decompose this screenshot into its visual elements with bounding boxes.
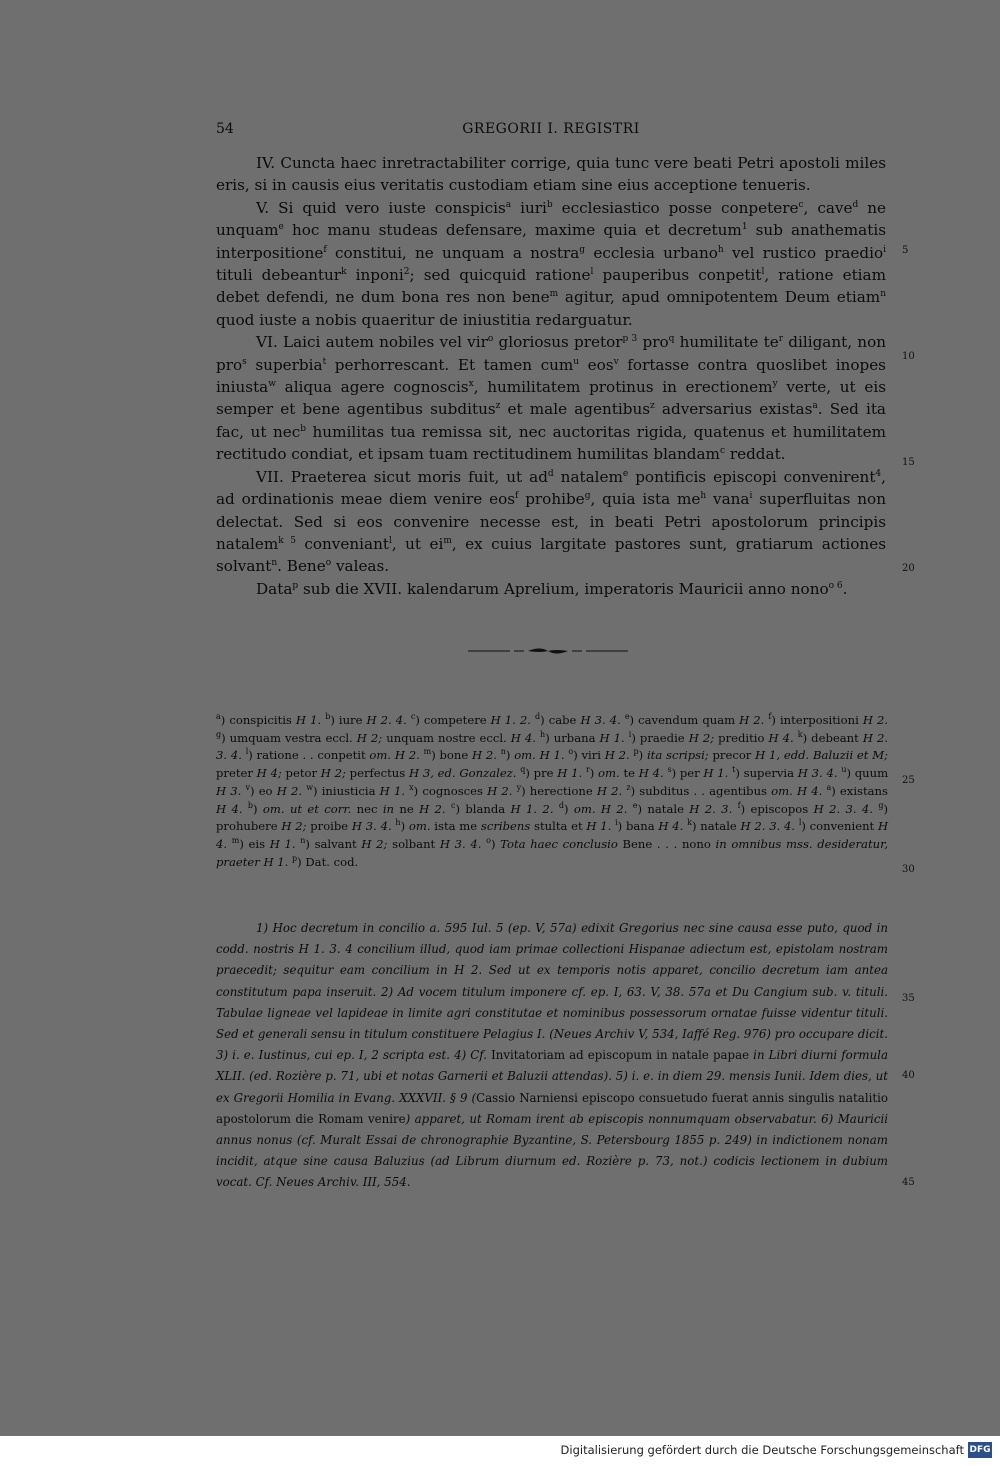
dfg-logo: DFG xyxy=(968,1442,992,1458)
text-run: constitui, ne unquam a nostra xyxy=(326,243,580,262)
siglum-marker: w xyxy=(268,379,276,389)
manuscript-siglum: H 1. xyxy=(703,766,729,781)
manuscript-siglum: H 2. 3. 4. xyxy=(813,801,873,816)
text-run: ) convenient xyxy=(801,819,878,834)
text-run: ) xyxy=(563,801,574,816)
text-run: ) umquam vestra eccl. xyxy=(221,730,357,745)
text-run: ) debeant xyxy=(802,730,863,745)
text-run: verte, ut eis semper et bene agentibus subditus xyxy=(216,378,886,419)
text-run: V. Si quid vero iuste conspicis xyxy=(256,198,506,217)
text-run: sub die XVII. kalendarum Aprelium, imperatoris Mauricii anno nono xyxy=(298,579,829,598)
paragraph xyxy=(216,466,886,578)
siglum-marker: h xyxy=(540,729,546,739)
text-run: , ad ordinationis meae diem venire eos xyxy=(216,467,886,509)
manuscript-siglum: H 2. xyxy=(419,801,446,816)
text-run: stulta et xyxy=(530,819,587,834)
text-run: , humilitatem protinus in erectionem xyxy=(473,378,773,397)
siglum-marker: o xyxy=(486,836,491,846)
siglum-marker: q xyxy=(668,334,675,345)
siglum-marker: p xyxy=(633,747,639,757)
siglum-marker: k xyxy=(687,818,692,828)
siglum-marker: m xyxy=(549,289,559,300)
text-run: quod iuste a nobis quaeritur de iniustitia redarguatur. xyxy=(216,310,633,329)
text-run: pauperibus conpetit xyxy=(593,266,762,285)
siglum-marker: g xyxy=(878,800,884,810)
footnotes xyxy=(216,918,888,1194)
text-run: Bene . . . nono xyxy=(617,836,716,851)
text-run: ) viri xyxy=(573,748,605,763)
text-run: unquam nostre eccl. xyxy=(382,730,511,745)
siglum-marker: p xyxy=(292,580,299,591)
manuscript-siglum: H 1. xyxy=(557,766,583,781)
text-run: ) cavendum quam xyxy=(629,713,740,727)
siglum-marker: e xyxy=(622,468,629,479)
siglum-marker: e xyxy=(278,222,284,233)
siglum-marker: o xyxy=(568,747,574,757)
text-run: humilitate te xyxy=(674,333,779,352)
text-run: superbia xyxy=(246,355,323,374)
manuscript-siglum: om. ut et corr. xyxy=(262,801,352,816)
siglum-marker: a xyxy=(826,782,832,792)
siglum-marker: l xyxy=(761,266,765,277)
text-run: ) conspicitis xyxy=(220,713,296,727)
text-run: ) xyxy=(490,836,501,851)
siglum-marker: d xyxy=(852,199,859,210)
manuscript-siglum: H 1. xyxy=(599,730,625,745)
text-run: ) per xyxy=(671,766,704,781)
text-run: ) eo xyxy=(250,783,277,798)
siglum-marker: o 6 xyxy=(828,580,843,591)
manuscript-siglum: H 2. 4. xyxy=(366,713,407,727)
text-run: , ut ei xyxy=(391,534,444,553)
manuscript-siglum: H 2. xyxy=(604,748,630,763)
siglum-marker: n xyxy=(500,747,506,757)
line-number: 45 xyxy=(902,1177,915,1188)
manuscript-siglum: H 2; xyxy=(688,730,715,745)
text-run: Data xyxy=(256,579,293,598)
siglum-marker: s xyxy=(667,765,672,775)
siglum-marker: f xyxy=(323,244,327,255)
siglum-marker: n xyxy=(880,289,886,300)
siglum-marker: x xyxy=(468,379,474,389)
line-number: 5 xyxy=(902,245,909,256)
siglum-marker: 1 xyxy=(741,222,748,233)
text-run: in Libri diurni formula XLII. (ed. Rozière p. 71, ubi et notas Garnerii et Baluzii attendas). 5) i. e. in diem 29. mensis Iunii. Idem dies, ut ex Gregorii Homilia in Evang. XXXVII. § 9 ( xyxy=(216,1048,888,1105)
siglum-marker: p xyxy=(292,853,298,863)
siglum-marker: h xyxy=(395,818,401,828)
siglum-marker: b xyxy=(300,423,306,434)
manuscript-siglum: in omnibus mss. desideratur, praeter H 1. xyxy=(216,836,889,869)
text-run: ) quum xyxy=(846,766,889,781)
text-run: iuri xyxy=(511,198,547,217)
paragraph xyxy=(216,578,886,600)
line-number: 25 xyxy=(902,775,915,786)
text-run: ista me xyxy=(430,819,481,834)
text-run: solbant xyxy=(387,836,440,851)
footnote-text xyxy=(216,918,888,1194)
text-run: adversarius existas xyxy=(654,400,813,419)
text-run: . Bene xyxy=(277,557,326,576)
siglum-marker: h xyxy=(700,491,707,502)
text-run: ) episcopos xyxy=(740,801,814,816)
text-run: sub anathematis interpositione xyxy=(216,221,886,262)
text-run: ) cognosces xyxy=(413,783,488,798)
siglum-marker: c xyxy=(798,199,804,210)
siglum-marker: a xyxy=(216,712,221,722)
siglum-marker: t xyxy=(322,356,327,367)
text-run: ) competere xyxy=(415,713,491,727)
line-number: 20 xyxy=(902,563,915,574)
manuscript-siglum: Tota haec conclusio xyxy=(500,836,618,851)
text-run: natalem xyxy=(553,467,623,486)
siglum-marker: t xyxy=(732,765,736,775)
text-run: ) bana xyxy=(617,819,659,834)
siglum-marker: a xyxy=(812,401,818,412)
text-run: , quia ista me xyxy=(590,490,701,509)
text-run: ) cabe xyxy=(540,713,581,727)
text-run: nec xyxy=(351,801,383,816)
siglum-marker: m xyxy=(231,836,240,846)
text-run: ecclesiastico posse conpetere xyxy=(552,198,799,217)
siglum-marker: d xyxy=(535,712,541,722)
siglum-marker: m xyxy=(443,535,452,546)
text-run: proibe xyxy=(306,819,352,834)
text-run: te xyxy=(619,766,639,781)
text-run: . xyxy=(842,579,848,598)
paragraph xyxy=(216,331,886,465)
manuscript-siglum: om. xyxy=(408,819,431,834)
text-run: preditio xyxy=(714,730,769,745)
text-run: vel rustico praedio xyxy=(723,243,884,262)
siglum-marker: c xyxy=(719,446,725,457)
manuscript-siglum: H 3. 4. xyxy=(797,766,838,781)
siglum-marker: s xyxy=(242,356,247,367)
text-run: pontificis episcopi convenirent xyxy=(628,467,876,486)
manuscript-siglum: H 2; xyxy=(320,766,346,781)
text-run: hoc manu studeas defensare, maxime quia et decretum xyxy=(283,221,742,240)
text-run: conveniant xyxy=(295,534,389,553)
siglum-marker: u xyxy=(841,765,847,775)
page-number: 54 xyxy=(216,121,234,137)
text-run: ) ratione . . conpetit xyxy=(248,748,370,763)
text-run: ne xyxy=(394,801,420,816)
manuscript-siglum: H 1. xyxy=(586,819,612,834)
text-run: petor xyxy=(281,766,321,781)
manuscript-siglum: H 2. xyxy=(739,713,765,727)
text-run: ) natale xyxy=(691,819,741,834)
text-run: 1) Hoc decretum in concilio a. 595 Iul. 5 (ep. V, 57a) edixit Gregorius nec sine causa esse puto, quod in codd. nostris H 1. 3. 4 concilium illud, quod iam primae collectioni Hispanae adiectum est, epistolam nostram praecedit; sequitur eam concilium in H 2. Sed ut ex temporis notis apparet, concilio decretum iam antea constitutum papa inseruit. 2) Ad vocem titulum imponere cf. ep. I, 63. V, 38. 57a et Du Cangium sub. v. tituli. Tabulae ligneae vel lapideae in limite agri constitutae et nominibus possessorum ornatae fuisse videntur tituli. Sed et generali sensu in titulum constituere Pelagius I. (Neues Archiv V, 534, Iaffé Reg. 976) pro occupare dicit. 3) i. e. Iustinus, cui ep. I, 2 scripta est. 4) Cf. xyxy=(216,921,888,1063)
siglum-marker: x xyxy=(409,782,414,792)
manuscript-siglum: H 2. xyxy=(472,748,497,763)
siglum-marker: y xyxy=(772,379,778,389)
siglum-marker: 2 xyxy=(403,266,410,277)
manuscript-siglum: H 4. xyxy=(768,730,794,745)
manuscript-siglum: H 3. 4. xyxy=(580,713,621,727)
manuscript-siglum: H 4; xyxy=(256,766,282,781)
siglum-marker: i xyxy=(615,818,618,828)
manuscript-siglum: H 4. xyxy=(510,730,536,745)
line-number: 30 xyxy=(902,864,915,875)
siglum-marker: i xyxy=(883,244,886,255)
quoted-text: Cassio Narniensi episcopo consuetudo fuerat annis singulis natalitio apostolorum die Romam venire xyxy=(216,1090,888,1126)
text-run: ) iniusticia xyxy=(313,783,380,798)
manuscript-siglum: om. H 2. xyxy=(573,801,628,816)
divider-ornament xyxy=(468,643,628,659)
text-run: IV. Cuncta haec inretractabiliter corrige, quia tunc vere beati Petri apostoli miles eris, si in causis eius veritatis custodiam etiam sine eius acceptione tenueris. xyxy=(216,154,886,195)
text-run: eos xyxy=(579,355,614,374)
text-run: ) blanda xyxy=(455,801,511,816)
text-run: VI. Laici autem nobiles vel vir xyxy=(256,333,488,352)
manuscript-siglum: H 1. xyxy=(269,836,296,851)
manuscript-siglum: om. H 2. xyxy=(369,748,420,763)
siglum-marker: e xyxy=(624,712,630,722)
siglum-marker: f xyxy=(515,491,519,502)
text-run: pro xyxy=(637,333,669,352)
manuscript-siglum: H 3, ed. Gonzalez. xyxy=(408,766,517,781)
siglum-marker: g xyxy=(579,244,586,255)
text-run: ) natale xyxy=(637,801,690,816)
text-run: aliqua agere cognoscis xyxy=(275,378,469,397)
siglum-marker: k xyxy=(797,729,803,739)
text-run: ) urbana xyxy=(545,730,600,745)
text-run: , cave xyxy=(803,198,853,217)
siglum-marker: h xyxy=(717,244,724,255)
manuscript-siglum: H 2; xyxy=(281,819,307,834)
manuscript-siglum: H 3. xyxy=(216,783,242,798)
manuscript-siglum: scribens xyxy=(480,819,531,834)
siglum-marker: p 3 xyxy=(622,334,638,345)
text-run: , ex cuius largitate pastores sunt, gratiarum actiones solvant xyxy=(216,534,886,576)
manuscript-siglum: H 4. xyxy=(216,801,243,816)
siglum-marker: c xyxy=(410,712,416,722)
siglum-marker: u xyxy=(573,356,580,367)
siglum-marker: r xyxy=(585,765,590,775)
siglum-marker: l xyxy=(388,535,392,546)
text-run: perhorrescant. Et tamen cum xyxy=(326,355,574,374)
text-run: ; sed quicquid ratione xyxy=(409,266,591,285)
text-run: agitur, apud omnipotentem Deum etiam xyxy=(558,288,881,307)
running-title: GREGORII I. REGISTRI xyxy=(462,121,640,137)
siglum-marker: v xyxy=(245,782,251,792)
manuscript-siglum: om. H 1. xyxy=(514,748,565,763)
footer-bar xyxy=(0,1436,1000,1466)
siglum-marker: o xyxy=(487,334,494,345)
manuscript-siglum: H 2; xyxy=(356,730,383,745)
siglum-marker: n xyxy=(271,558,278,569)
text-run: ne unquam xyxy=(216,198,886,240)
manuscript-siglum: om. xyxy=(598,766,620,781)
manuscript-siglum: H 4. xyxy=(216,819,889,851)
manuscript-siglum: H 1. 2. xyxy=(510,801,554,816)
siglum-marker: b xyxy=(546,199,553,210)
manuscript-siglum: ita scripsi; xyxy=(646,748,709,763)
page-header xyxy=(216,121,886,139)
text-run: ) xyxy=(505,748,515,763)
siglum-marker: o xyxy=(325,558,332,569)
manuscript-siglum: H 2. xyxy=(862,713,889,727)
siglum-marker: c xyxy=(450,800,456,810)
siglum-marker: l xyxy=(245,747,249,757)
siglum-marker: k 5 xyxy=(278,535,296,546)
siglum-marker: g xyxy=(216,729,222,739)
siglum-marker: q xyxy=(520,765,526,775)
siglum-marker: i xyxy=(628,729,632,739)
manuscript-siglum: H 2. xyxy=(487,783,513,798)
text-run: . Sed ita fac, ut nec xyxy=(216,400,886,441)
manuscript-siglum: H 2. 3. xyxy=(689,801,733,816)
manuscript-siglum: H 4. xyxy=(638,766,664,781)
siglum-marker: i xyxy=(749,491,753,502)
text-run: ) pre xyxy=(525,766,558,781)
manuscript-siglum: H 2; xyxy=(361,836,388,851)
apparatus-text xyxy=(216,712,888,871)
text-run: ) supervia xyxy=(735,766,798,781)
siglum-marker: v xyxy=(613,356,619,367)
text-run: diligant, non pro xyxy=(216,333,886,374)
text-run: VII. Praeterea sicut moris fuit, ut ad xyxy=(256,467,548,486)
text-run: ) subditus . . agentibus xyxy=(630,783,772,798)
manuscript-siglum: in xyxy=(382,801,395,816)
line-number: 10 xyxy=(902,351,915,362)
main-text xyxy=(216,152,886,600)
text-run: prohibe xyxy=(518,490,585,509)
text-run: precor xyxy=(708,748,756,763)
text-run: ) interpositioni xyxy=(771,713,863,727)
siglum-marker: n xyxy=(300,836,306,846)
text-run: inponi xyxy=(346,266,404,285)
siglum-marker: d xyxy=(547,468,554,479)
siglum-marker: b xyxy=(247,800,254,810)
text-run: , ratione etiam debet defendi, ne dum bona res non bene xyxy=(216,266,886,307)
siglum-marker: e xyxy=(632,800,638,810)
siglum-marker: z xyxy=(626,782,631,792)
manuscript-siglum: H 2. 3. 4. xyxy=(740,819,796,834)
paragraph xyxy=(216,152,886,197)
manuscript-siglum: om. H 4. xyxy=(771,783,823,798)
siglum-marker: r xyxy=(778,334,784,345)
text-run: ) prohubere xyxy=(216,801,888,834)
text-run: vana xyxy=(706,490,750,509)
text-run: valeas. xyxy=(331,557,390,576)
text-run: tituli debeantur xyxy=(216,266,342,285)
quoted-text: Invitatoriam ad episcopum in natale papae xyxy=(491,1048,750,1063)
siglum-marker: y xyxy=(516,782,522,792)
text-run: ) xyxy=(638,748,647,763)
siglum-marker: a xyxy=(505,199,512,210)
manuscript-siglum: H 3. 4. xyxy=(439,836,482,851)
siglum-marker: d xyxy=(558,800,564,810)
text-run: ) bone xyxy=(431,748,472,763)
text-run: superfluitas non delectat. Sed si eos convenire necesse est, in beati Petri apostolorum principis natalem xyxy=(216,490,886,553)
line-number: 40 xyxy=(902,1070,915,1081)
siglum-marker: z xyxy=(495,401,501,412)
text-run: ) salvant xyxy=(305,836,362,851)
manuscript-siglum: H 1. xyxy=(379,783,405,798)
text-run: ) iure xyxy=(330,713,367,727)
text-run: ) xyxy=(400,819,409,834)
text-run: ) herectione xyxy=(521,783,597,798)
text-run: humilitas tua remissa sit, nec auctoritas rigida, quatenus et humilitatem rectitudo condiat, et ipsam tuam rectitudinem humilitas blandam xyxy=(216,422,886,464)
siglum-marker: f xyxy=(768,712,772,722)
siglum-marker: w xyxy=(306,782,314,792)
text-run: ) apparet, ut Romam irent ab episcopis nonnumquam observabatur. 6) Mauricii annus nonus (cf. Muralt Essai de chronographie Byzantine, S. Petersbourg 1855 p. 249) in indictionem nonam incidit, atque sine causa Baluzius (ad Librum diurnum ed. Rozière p. 73, not.) codicis lectionem in dubium vocat. Cf. Neues Archiv. III, 554. xyxy=(216,1111,888,1190)
siglum-marker: f xyxy=(737,800,741,810)
manuscript-siglum: H 1. 2. xyxy=(490,713,531,727)
critical-apparatus xyxy=(216,712,888,871)
text-run: ) eis xyxy=(239,836,270,851)
text-run: reddat. xyxy=(725,445,786,464)
manuscript-siglum: H 1. xyxy=(295,713,322,727)
siglum-marker: m xyxy=(423,747,432,757)
text-run: ) praedie xyxy=(631,730,689,745)
manuscript-siglum: H 3. 4. xyxy=(351,819,392,834)
text-run: ) xyxy=(589,766,599,781)
text-run: et male agentibus xyxy=(500,400,651,419)
manuscript-siglum: H 2. xyxy=(276,783,303,798)
siglum-marker: l xyxy=(798,818,802,828)
manuscript-siglum: H 1, edd. Baluzii et M; xyxy=(755,748,889,763)
text-run: ) xyxy=(253,801,263,816)
text-run: fortasse contra quoslibet inopes iniusta xyxy=(216,355,886,397)
paragraph xyxy=(216,197,886,331)
line-number: 15 xyxy=(902,457,915,468)
manuscript-siglum: H 4. xyxy=(658,819,684,834)
text-run: ecclesia urbano xyxy=(585,243,718,262)
siglum-marker: l xyxy=(590,266,594,277)
text-run: preter xyxy=(216,766,257,781)
text-run: ) Dat. cod. xyxy=(297,854,359,869)
siglum-marker: 4 xyxy=(875,468,882,479)
footer-credit: Digitalisierung gefördert durch die Deutsche Forschungsgemeinschaft xyxy=(560,1443,964,1457)
manuscript-siglum: H 2. 3. 4. xyxy=(216,730,889,763)
siglum-marker: g xyxy=(584,491,591,502)
text-run: gloriosus pretor xyxy=(493,333,623,352)
manuscript-siglum: H 2. xyxy=(596,783,623,798)
text-run: ) existans xyxy=(831,783,888,798)
siglum-marker: k xyxy=(341,266,347,277)
line-number: 35 xyxy=(902,993,915,1004)
text-run: perfectus xyxy=(345,766,409,781)
siglum-marker: b xyxy=(325,712,331,722)
siglum-marker: z xyxy=(650,401,655,412)
